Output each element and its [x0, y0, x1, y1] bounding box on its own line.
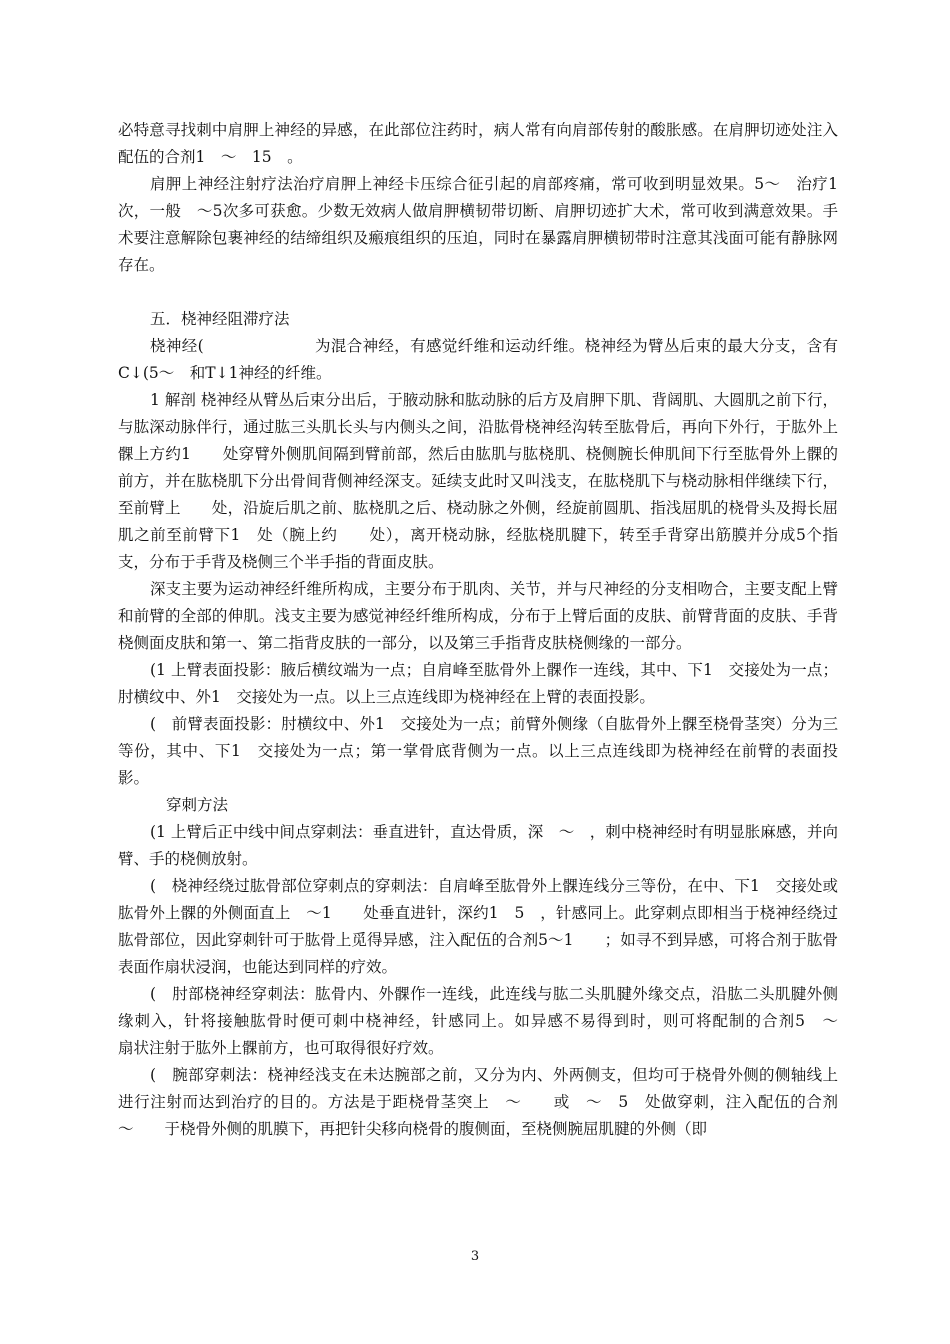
- paragraph-suprascapular-continued: 必特意寻找刺中肩胛上神经的异感，在此部位注药时，病人常有向肩部传射的酸胀感。在肩胛切迹处注入配伍的合剂1 ～ 15 。: [118, 121, 838, 166]
- subheading-puncture-method: 穿刺方法: [166, 796, 229, 814]
- section-heading-radial-nerve: 五．桡神经阻滞疗法: [150, 310, 290, 328]
- paragraph-puncture-wrist: ( 腕部穿刺法：桡神经浅支在未达腕部之前，又分为内、外两侧支，但均可于桡骨外侧的侧轴线上进行注射而达到治疗的目的。方法是于距桡骨茎突上 ～ 或 ～ 5 处做穿刺，注入配伍的合剂 ～ 于桡骨外侧的肌膜下，再把针尖移向桡骨的腹侧面，至桡侧腕屈肌腱的外侧（即: [118, 1066, 854, 1138]
- paragraph-puncture-elbow: ( 肘部桡神经穿刺法：肱骨内、外髁作一连线，此连线与肱二头肌腱外缘交点，沿肱二头肌腱外侧缘刺入，针将接触肱骨时便可刺中桡神经，针感同上。如异感不易得到时，则可将配制的合剂5 ～ 扇状注射于肱外上髁前方，也可取得很好疗效。: [118, 985, 885, 1057]
- paragraph-suprascapular-treatment: 肩胛上神经注射疗法治疗肩胛上神经卡压综合征引起的肩部疼痛，常可收到明显效果。5～ 治疗1次，一般 ～5次多可获愈。少数无效病人做肩胛横韧带切断、肩胛切迹扩大术，常可收到满意效果。手术要注意解除包裹神经的结缔组织及瘢痕组织的压迫，同时在暴露肩胛横韧带时注意其浅面可能有静脉网存在。: [118, 175, 838, 274]
- paragraph-puncture-upper-arm: (1 上臂后正中线中间点穿刺法：垂直进针，直达骨质，深 ～ ，刺中桡神经时有明显胀麻感，并向臂、手的桡侧放射。: [118, 823, 838, 868]
- document-body: [118, 117, 885, 1143]
- paragraph-radial-nerve-intro: 桡神经( 为混合神经，有感觉纤维和运动纤维。桡神经为臂丛后束的最大分支，含有C↓(5～ 和T↓1神经的纤维。: [118, 337, 838, 382]
- paragraph-puncture-humerus: ( 桡神经绕过肱骨部位穿刺点的穿刺法：自肩峰至肱骨外上髁连线分三等份，在中、下1 交接处或肱骨外上髁的外侧面直上 ～1 处垂直进针，深约1 5 ，针感同上。此穿刺点即相当于桡神经绕过肱骨部位，因此穿刺针可于肱骨上觅得异感，注入配伍的合剂5～1 ；如寻不到异感，可将合剂于肱骨表面作扇状浸润，也能达到同样的疗效。: [118, 877, 838, 976]
- paragraph-forearm-projection: ( 前臂表面投影：肘横纹中、外1 交接处为一点；前臂外侧缘（自肱骨外上髁至桡骨茎突）分为三等份，其中、下1 交接处为一点；第一掌骨底背侧为一点。以上三点连线即为桡神经在前臂的表面投影。: [118, 715, 838, 787]
- paragraph-upper-arm-projection: (1 上臂表面投影：腋后横纹端为一点；自肩峰至肱骨外上髁作一连线，其中、下1 交接处为一点；肘横纹中、外1 交接处为一点。以上三点连线即为桡神经在上臂的表面投影。: [118, 661, 838, 706]
- page-number: 3: [470, 1249, 480, 1264]
- paragraph-anatomy: 1 解剖 桡神经从臂丛后束分出后，于腋动脉和肱动脉的后方及肩胛下肌、背阔肌、大圆肌之前下行，与肱深动脉伴行，通过肱三头肌长头与内侧头之间，沿肱骨桡神经沟转至肱骨后，再向下外行，于肱外上髁上方约1 处穿臂外侧肌间隔到臂前部，然后由肱肌与肱桡肌、桡侧腕长伸肌间下行至肱骨外上髁的前方，并在肱桡肌下分出骨间背侧神经深支。延续支此时又叫浅支，在肱桡肌下与桡动脉相伴继续下行，至前臂上 处，沿旋后肌之前、肱桡肌之后、桡动脉之外侧，经旋前圆肌、指浅屈肌的桡骨头及拇长屈肌之前至前臂下1 处（腕上约 处），离开桡动脉，经肱桡肌腱下，转至手背穿出筋膜并分成5个指支，分布于手背及桡侧三个半手指的背面皮肤。: [118, 391, 838, 571]
- paragraph-deep-superficial-branch: 深支主要为运动神经纤维所构成，主要分布于肌肉、关节，并与尺神经的分支相吻合，主要支配上臂和前臂的全部的伸肌。浅支主要为感觉神经纤维所构成，分布于上臂后面的皮肤、前臂背面的皮肤、手背桡侧面皮肤和第一、第二指背皮肤的一部分，以及第三手指背皮肤桡侧缘的一部分。: [118, 580, 838, 652]
